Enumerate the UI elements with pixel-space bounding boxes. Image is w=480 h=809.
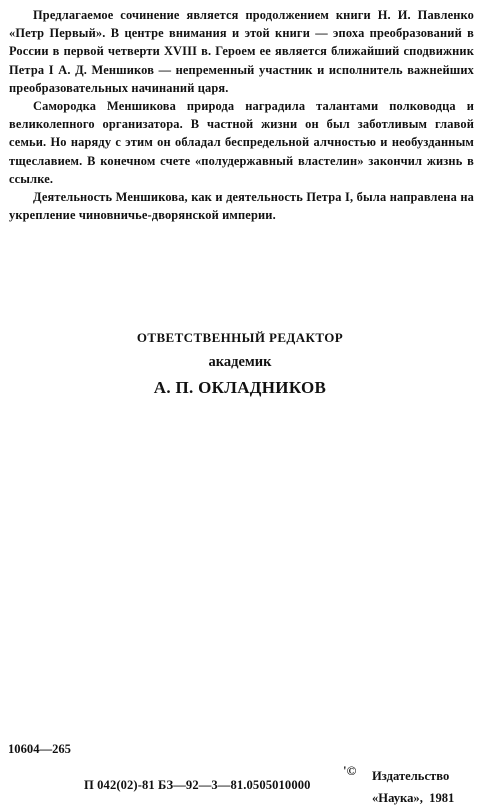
abstract-paragraph-2: Самородка Меншикова природа наградила талантами полководца и великолепного организатора. В частной жизни он был заботливым главой семьи. Но наряду с этим он обладал беспредельной алчностью и необузданным тщеславием. В конечном счете «полудержавный властелин» закончил жизнь в ссылке. [9, 99, 474, 186]
publisher-block [372, 765, 454, 809]
editor-title: академик [208, 354, 272, 370]
publisher-name: Издательство [372, 769, 450, 783]
book-abstract [9, 6, 474, 224]
classification-code: П 042(02)-81 БЗ—92—3—81.0505010000 [84, 778, 311, 792]
catalog-code: 10604—265 [8, 742, 71, 756]
publisher-imprint: «Наука», 1981 [372, 791, 455, 805]
abstract-paragraph-1: Предлагаемое сочинение является продолжением книги Н. И. Павленко «Петр Первый». В центре внимания и этой книги — эпоха преобразований в России в первой четверти XVIII в. Героем ее является ближайший сподвижник Петра I А. Д. Меншиков — непременный участник и исполнитель важнейших преобразовательных начинаний царя. [9, 8, 474, 95]
editor-name: А. П. ОКЛАДНИКОВ [153, 378, 327, 397]
editor-role: ОТВЕТСТВЕННЫЙ РЕДАКТОР [136, 330, 344, 345]
copyright-sign: '© [343, 763, 357, 778]
abstract-paragraph-3: Деятельность Меншикова, как и деятельность Петра I, была направлена на укрепление чиновничье-дворянской империи. [9, 190, 474, 223]
